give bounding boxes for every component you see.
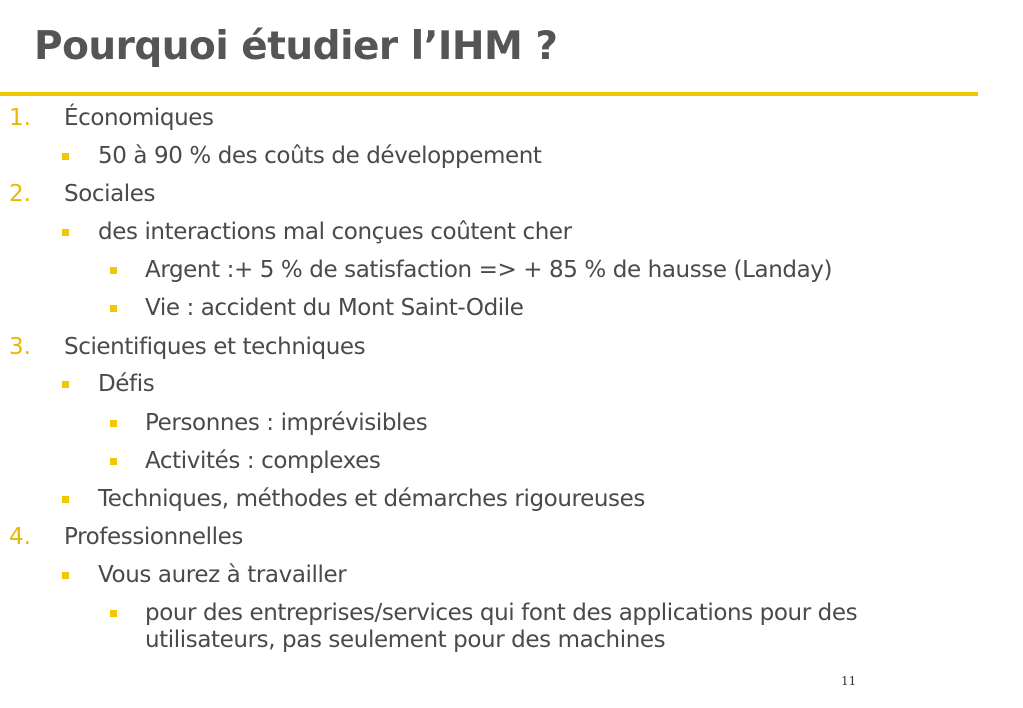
item-number-3: 3. <box>9 334 31 360</box>
square-bullet-icon <box>110 458 117 465</box>
level3-item-entreprises: pour des entreprises/services qui font des applications pour des utilisateurs, pas seulement pour des machines <box>145 600 858 653</box>
square-bullet-icon <box>62 572 69 579</box>
level2-item-defis: Défis <box>98 371 155 397</box>
level2-item-couts: 50 à 90 % des coûts de développement <box>98 143 542 169</box>
level3-item-vie: Vie : accident du Mont Saint-Odile <box>145 295 524 321</box>
square-bullet-icon <box>62 496 69 503</box>
square-bullet-icon <box>110 267 117 274</box>
slide-title: Pourquoi étudier l’IHM ? <box>34 24 558 69</box>
level3-item-activites: Activités : complexes <box>145 448 381 474</box>
level1-item-professionnelles: Professionnelles <box>64 524 243 550</box>
square-bullet-icon <box>62 381 69 388</box>
square-bullet-icon <box>62 229 69 236</box>
level2-item-travailler: Vous aurez à travailler <box>98 562 347 588</box>
page-number: 11 <box>841 674 857 688</box>
level2-item-interactions: des interactions mal conçues coûtent cher <box>98 219 572 245</box>
item-number-2: 2. <box>9 181 31 207</box>
item-number-1: 1. <box>9 105 31 131</box>
level1-item-sociales: Sociales <box>64 181 156 207</box>
square-bullet-icon <box>62 153 69 160</box>
square-bullet-icon <box>110 305 117 312</box>
square-bullet-icon <box>110 610 117 617</box>
level3-item-argent: Argent :+ 5 % de satisfaction => + 85 % de hausse (Landay) <box>145 257 833 283</box>
level1-item-scientifiques: Scientifiques et techniques <box>64 334 366 360</box>
level3-item-personnes: Personnes : imprévisibles <box>145 410 428 436</box>
level1-item-economiques: Économiques <box>64 105 214 131</box>
square-bullet-icon <box>110 420 117 427</box>
level2-item-techniques: Techniques, méthodes et démarches rigoureuses <box>98 486 645 512</box>
item-number-4: 4. <box>9 524 31 550</box>
